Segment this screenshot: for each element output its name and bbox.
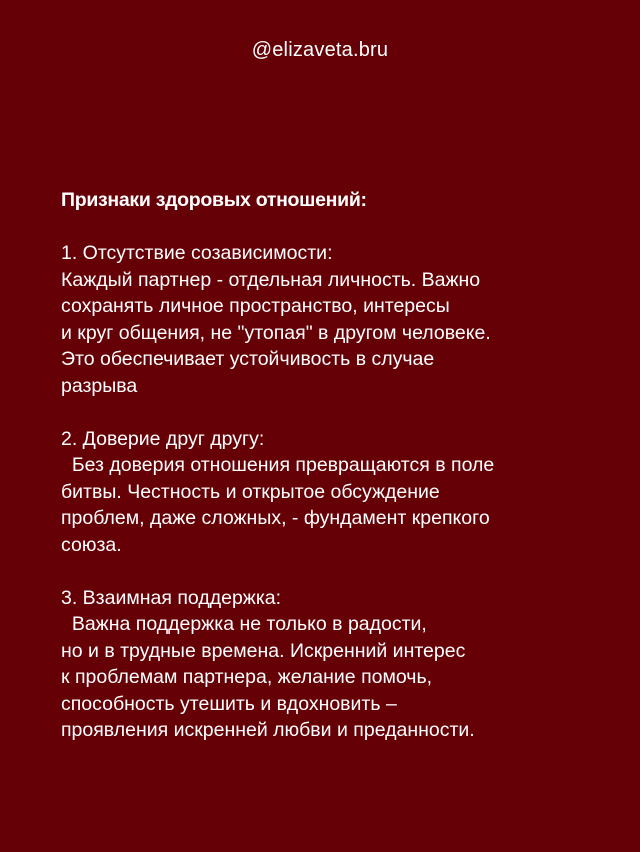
section-line: битвы. Честность и открытое обсуждение	[61, 480, 440, 503]
section-line: Это обеспечивает устойчивость в случае	[61, 348, 435, 370]
section-line: союза.	[61, 533, 122, 556]
section-line: проявления искренней любви и преданности.	[61, 719, 475, 741]
section-line: и круг общения, не "утопая" в другом человеке.	[61, 321, 491, 344]
section-trust	[61, 426, 621, 559]
section-line: способность утешить и вдохновить –	[61, 692, 397, 715]
section-support	[61, 585, 621, 744]
section-line: Каждый партнер - отдельная личность. Важно	[61, 268, 481, 291]
post-text	[61, 187, 621, 744]
author-handle: @elizaveta.bru	[251, 39, 389, 61]
section-line: к проблемам партнера, желание помочь,	[61, 666, 433, 688]
section-title: 2. Доверие друг другу:	[61, 427, 265, 450]
section-line: сохранять личное пространство, интересы	[61, 295, 450, 317]
section-line: Без доверия отношения превращаются в поле	[61, 454, 495, 476]
section-line: но и в трудные времена. Искренний интерес	[61, 639, 466, 662]
section-title: 1. Отсутствие созависимости:	[61, 242, 333, 264]
section-line: Важна поддержка не только в радости,	[61, 613, 427, 635]
section-title: 3. Взаимная поддержка:	[61, 586, 282, 609]
post-heading: Признаки здоровых отношений:	[61, 189, 367, 211]
section-line: разрыва	[61, 374, 138, 397]
section-codependency	[61, 240, 621, 399]
section-line: проблем, даже сложных, - фундамент крепкого	[61, 507, 490, 529]
